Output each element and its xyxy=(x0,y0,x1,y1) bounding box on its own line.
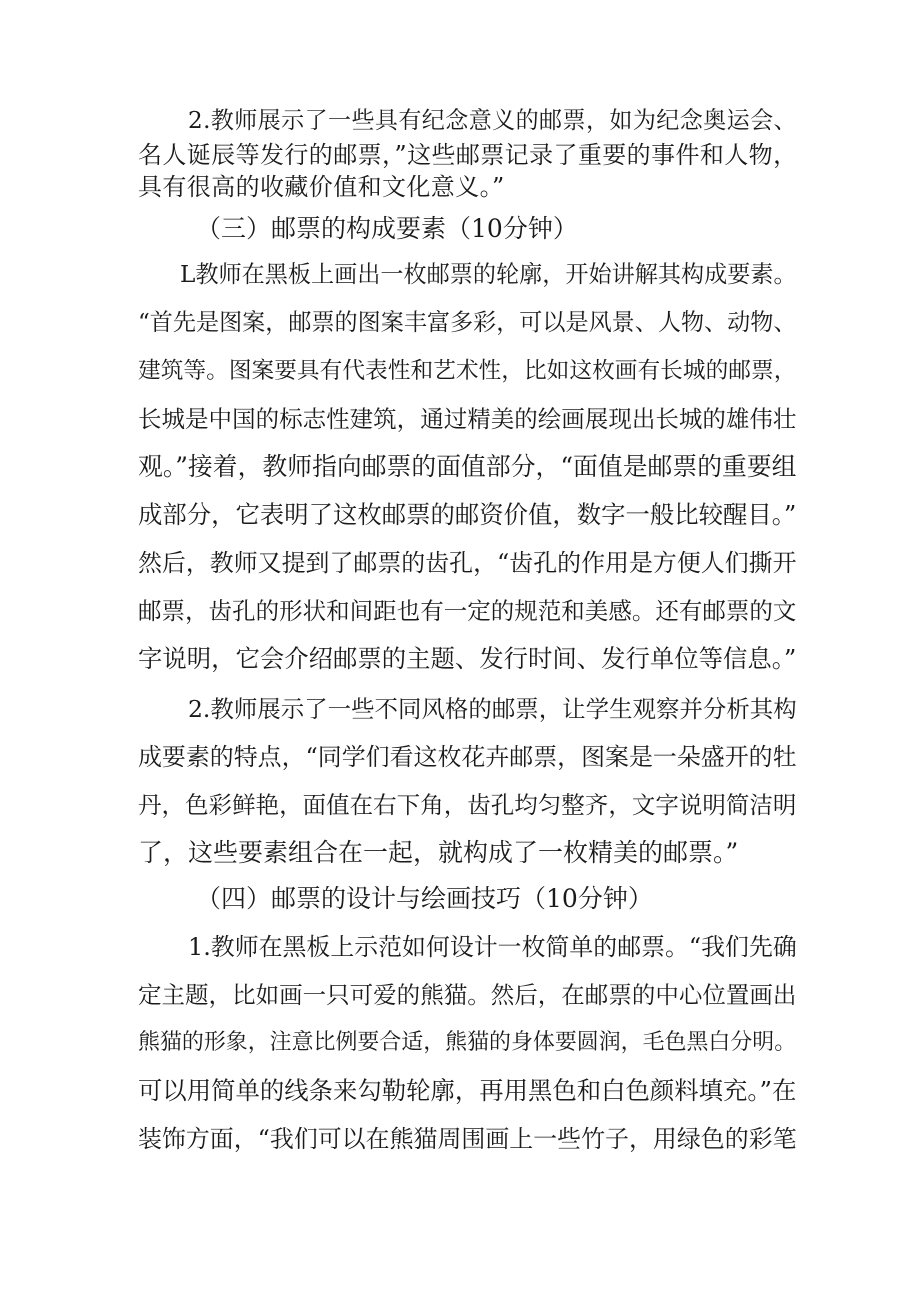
paragraph-2-line-8: 邮票，齿孔的形状和间距也有一定的规范和美感。还有邮票的文 xyxy=(138,597,797,625)
paragraph-4-line-3: 熊猫的形象，注意比例要合适，熊猫的身体要圆润，毛色黑白分明。 xyxy=(138,1030,797,1055)
paragraph-2-line-7: 然后，教师又提到了邮票的齿孔，“齿孔的作用是方便人们撕开 xyxy=(138,549,797,577)
paragraph-3-line-4: 了，这些要素组合在一起，就构成了一枚精美的邮票。” xyxy=(138,838,739,867)
paragraph-4-line-1: 1.教师在黑板上示范如何设计一枚简单的邮票。“我们先确 xyxy=(188,933,797,961)
paragraph-2-line-1: L教师在黑板上画出一枚邮票的轮廓，开始讲解其构成要素。 xyxy=(180,262,797,288)
paragraph-2-line-9: 字说明，它会介绍邮票的主题、发行时间、发行单位等信息。” xyxy=(138,644,797,673)
paragraph-3-line-1: 2.教师展示了一些不同风格的邮票，让学生观察并分析其构 xyxy=(188,695,797,723)
paragraph-1-line-1: 2.教师展示了一些具有纪念意义的邮票，如为纪念奥运会、 xyxy=(188,108,797,134)
paragraph-3-line-3: 丹，色彩鲜艳，面值在右下角，齿孔均匀整齐，文字说明简洁明 xyxy=(138,791,797,819)
paragraph-4-line-5: 装饰方面，“我们可以在熊猫周围画上一些竹子，用绿色的彩笔 xyxy=(138,1125,797,1153)
paragraph-2-line-5: 观。”接着，教师指向邮票的面值部分，“面值是邮票的重要组 xyxy=(138,452,797,481)
paragraph-3-line-2: 成要素的特点，“同学们看这枚花卉邮票，图案是一朵盛开的牡 xyxy=(138,743,797,771)
paragraph-2-line-6: 成部分，它表明了这枚邮票的邮资价值，数字一般比较醒目。” xyxy=(138,500,797,529)
paragraph-2-line-3: 建筑等。图案要具有代表性和艺术性，比如这枚画有长城的邮票， xyxy=(138,358,797,384)
paragraph-2-line-2: “首先是图案，邮票的图案丰富多彩，可以是风景、人物、动物、 xyxy=(138,310,797,336)
paragraph-4-line-4: 可以用简单的线条来勾勒轮廓，再用黑色和白色颜料填充。”在 xyxy=(138,1076,797,1105)
section-heading-3: （三）邮票的构成要素（10分钟） xyxy=(196,214,578,243)
section-heading-4: （四）邮票的设计与绘画技巧（10分钟） xyxy=(196,884,653,913)
paragraph-2-line-4: 长城是中国的标志性建筑，通过精美的绘画展现出长城的雄伟壮 xyxy=(138,405,797,433)
paragraph-4-line-2: 定主题，比如画一只可爱的熊猫。然后，在邮票的中心位置画出 xyxy=(138,981,797,1009)
paragraph-1-line-2: 名人诞辰等发行的邮票，”这些邮票记录了重要的事件和人物， xyxy=(138,141,798,169)
paragraph-1-line-3: 具有很高的收藏价值和文化意义。” xyxy=(138,173,505,201)
